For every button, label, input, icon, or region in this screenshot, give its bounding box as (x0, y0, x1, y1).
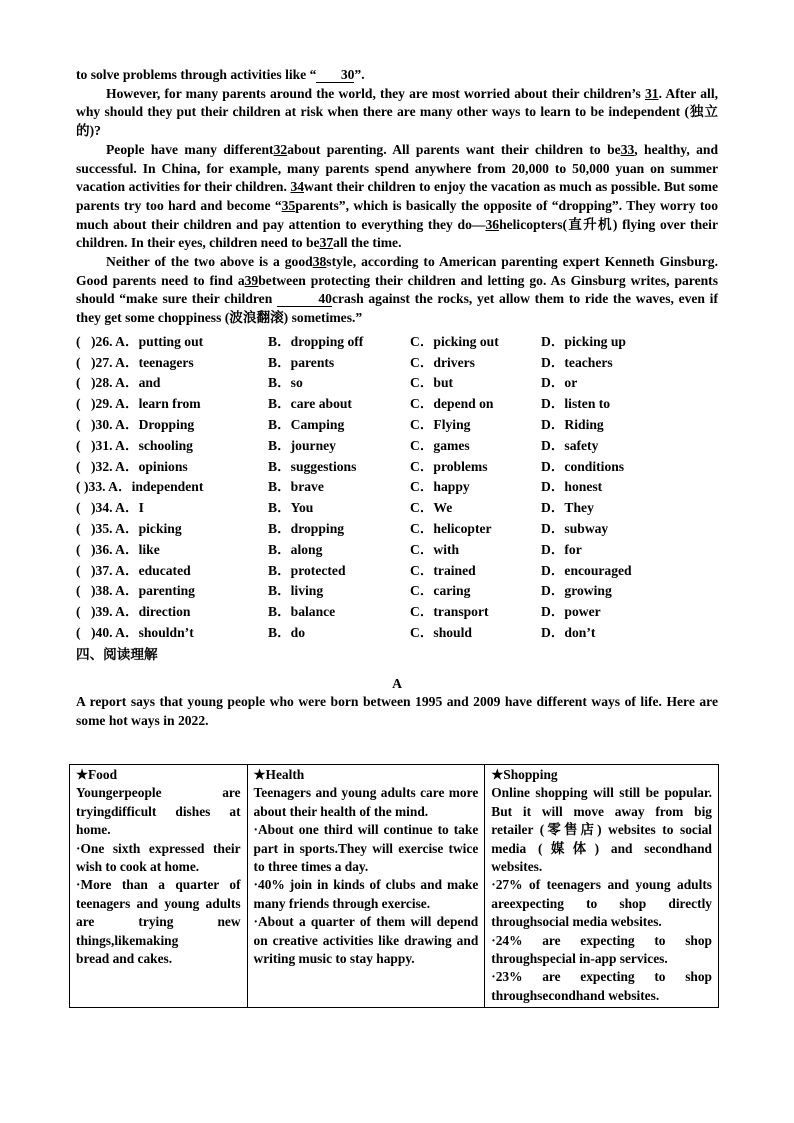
health-lines (254, 784, 479, 968)
health-line: ·About a quarter of them will depend on creative activities like drawing and writing music to stay happy. (253, 914, 479, 967)
option-c: C．We (410, 500, 453, 516)
option-paren: ( (76, 562, 81, 578)
option-b: B．You (268, 500, 314, 516)
option-d: D．for (541, 541, 582, 557)
option-q: )31. A．schooling (91, 437, 193, 453)
option-paren: ( (76, 354, 81, 370)
section-title: 四、阅读理解 (76, 646, 158, 662)
text: crash against the rocks, yet allow them to ride the waves, even if they get some choppiness (波浪翻滚) sometimes.” (76, 291, 718, 326)
text: want their children to enjoy the vacation as much as possible. But some parents try too hard and become “ (76, 179, 719, 213)
option-c: C．helicopter (410, 521, 492, 537)
question-row (76, 519, 718, 540)
option-q: )28. A．and (91, 375, 161, 391)
option-c: C．should (410, 625, 472, 640)
question-row (76, 353, 718, 374)
option-b: B．parents (268, 354, 335, 370)
table-row (70, 765, 719, 1008)
text: Neither of the two above is a good (106, 254, 313, 270)
option-c: C．transport (410, 604, 489, 620)
text: , healthy, and successful. In China, for example, many parents spend anywhere from 20,000 to 50,000 yuan on summer vacation activities for their children. (76, 141, 719, 195)
option-d: D．don’t (541, 625, 596, 640)
option-paren: ( (76, 479, 81, 495)
option-d: D．They (541, 500, 594, 516)
shopping-column (485, 765, 719, 1008)
hot-ways-table (69, 764, 719, 1008)
option-c: C．with (410, 541, 460, 557)
food-column (70, 765, 248, 1008)
text: all the time. (333, 235, 402, 251)
food-line: ·One sixth expressed their wish to cook at home. (76, 840, 241, 875)
question-row (76, 561, 718, 582)
food-header: ★Food (76, 767, 118, 782)
question-row (76, 498, 718, 519)
text: style, according to American parenting expert Kenneth Ginsburg. Good parents need to find a (76, 254, 718, 288)
option-c: C．Flying (410, 417, 471, 433)
option-q: )30. A．Dropping (91, 417, 195, 433)
food-line: Youngerpeople are tryingdifficult dishes at home. (76, 785, 241, 838)
option-q: )38. A．parenting (91, 583, 195, 599)
option-paren: ( (76, 396, 81, 412)
food-lines (76, 784, 241, 968)
option-d: D．teachers (541, 354, 613, 370)
option-b: B．balance (268, 604, 336, 620)
option-b: B．journey (268, 437, 336, 453)
option-d: D．listen to (541, 396, 611, 412)
option-b: B．brave (268, 479, 324, 495)
option-b: B．dropping (268, 521, 345, 537)
option-b: B．Camping (268, 417, 345, 433)
blank-36: 36 (485, 216, 500, 232)
health-line: ·40% join in kinds of clubs and make many friends through exercise. (253, 877, 479, 911)
option-b: B．protected (268, 562, 346, 578)
health-column (247, 765, 485, 1008)
food-line: bread and cakes. (76, 951, 173, 967)
option-d: D．safety (541, 437, 599, 453)
option-q: )39. A．direction (91, 604, 191, 620)
text: parents”, which is basically the opposite of “dropping”. They worry too much about their children and pay attention to everything they do— (76, 197, 718, 232)
question-row (76, 540, 718, 561)
option-q: )40. A．shouldn’t (91, 625, 194, 640)
option-c: C．but (410, 375, 454, 391)
option-paren: ( (76, 333, 81, 349)
text: ”. (354, 67, 365, 82)
question-row (76, 436, 718, 457)
option-b: B．so (268, 375, 303, 391)
text: between protecting their children and letting go. As Ginsburg writes, parents should “make sure their children (76, 272, 718, 307)
option-c: C．drivers (410, 354, 475, 370)
option-q: )34. A．I (91, 500, 144, 516)
option-q: )36. A．like (91, 541, 160, 557)
question-row (76, 373, 718, 394)
question-row (76, 602, 718, 623)
option-b: B．do (268, 625, 306, 640)
option-b: B．living (268, 583, 324, 599)
option-d: D．growing (541, 583, 612, 599)
option-d: D．encouraged (541, 562, 632, 578)
blank-38: 38 (312, 254, 327, 270)
passage-paragraph-4 (76, 253, 718, 328)
option-q: )37. A．educated (91, 562, 191, 578)
option-d: D．Riding (541, 417, 604, 433)
reading-intro: A report says that young people who were born between 1995 and 2009 have different ways of life. Here are some hot ways in 2022. (76, 693, 718, 728)
question-row (76, 457, 718, 478)
option-q: )33. A．independent (84, 479, 204, 495)
option-b: B．care about (268, 396, 352, 412)
blank-34: 34 (290, 179, 305, 195)
shopping-line: ·23% are expecting to shop throughsecondhand websites. (491, 969, 712, 1003)
option-paren: ( (76, 437, 81, 453)
question-row (76, 394, 718, 415)
option-c: C．trained (410, 562, 476, 578)
text: . After all, why should they put their children at risk when there are many other ways to learn to be independent (独立的)? (76, 85, 718, 139)
food-line: ·More than a quarter of teenagers and young adults are trying new things,likemaking (76, 877, 241, 948)
option-d: D．honest (541, 479, 603, 495)
option-paren: ( (76, 521, 81, 537)
blank-33: 33 (620, 141, 635, 157)
text: about parenting. All parents want their children to be (287, 141, 621, 157)
question-row (76, 477, 718, 498)
option-q: )29. A．learn from (91, 396, 201, 412)
question-row (76, 332, 718, 353)
blank-31: 31 (645, 85, 659, 101)
option-c: C．depend on (410, 396, 494, 412)
blank-35: 35 (281, 197, 296, 213)
option-b: B．dropping off (268, 333, 364, 349)
shopping-header: ★Shopping (491, 767, 558, 782)
option-c: C．caring (410, 583, 471, 599)
blank-40: 40 (277, 291, 332, 307)
text: However, for many parents around the world, they are most worried about their children’s (106, 85, 645, 101)
text: to solve problems through activities like “ (76, 67, 317, 82)
worksheet-page (76, 66, 718, 730)
option-paren: ( (76, 375, 81, 391)
option-paren: ( (76, 583, 81, 599)
shopping-line: Online shopping will still be popular. But it will move away from big retailer (零售店) websites to social media (媒体) and secondhand websites. (491, 785, 712, 875)
option-q: )35. A．picking (91, 521, 182, 537)
text: helicopters(直升机) flying over their children. In their eyes, children need to be (76, 216, 718, 251)
question-row (76, 623, 718, 644)
option-paren: ( (76, 541, 81, 557)
option-paren: ( (76, 604, 81, 620)
health-line: ·About one third will continue to take part in sports.They will exercise twice to three times a day. (253, 822, 479, 875)
blank-39: 39 (244, 272, 259, 288)
option-q: )26. A．putting out (91, 333, 204, 349)
passage-paragraph-1 (76, 66, 718, 85)
question-row (76, 415, 718, 436)
option-d: D．picking up (541, 333, 626, 349)
passage-paragraph-2 (76, 85, 718, 141)
option-paren: ( (76, 417, 81, 433)
option-d: D．or (541, 375, 578, 391)
question-row (76, 581, 718, 602)
option-b: B．along (268, 541, 323, 557)
shopping-lines (491, 784, 712, 1005)
option-paren: ( (76, 500, 81, 516)
blank-37: 37 (319, 235, 334, 251)
option-c: C．happy (410, 479, 470, 495)
option-c: C．problems (410, 458, 488, 474)
option-d: D．power (541, 604, 601, 620)
option-c: C．games (410, 437, 470, 453)
blank-30: 30 (316, 67, 354, 83)
option-d: D．subway (541, 521, 609, 537)
option-b: B．suggestions (268, 458, 357, 474)
health-line: Teenagers and young adults care more about their health of the mind. (253, 785, 479, 819)
option-q: )32. A．opinions (91, 458, 188, 474)
reading-label: A (392, 675, 402, 691)
text: People have many different (106, 141, 274, 157)
passage-paragraph-3 (76, 141, 718, 253)
blank-32: 32 (273, 141, 288, 157)
shopping-line: ·24% are expecting to shop throughspecial in-app services. (491, 932, 712, 967)
question-options-list (76, 332, 718, 644)
health-header: ★Health (253, 767, 305, 782)
option-c: C．picking out (410, 333, 499, 349)
option-q: )27. A．teenagers (91, 354, 194, 370)
option-paren: ( (76, 458, 81, 474)
option-paren: ( (76, 625, 81, 640)
option-d: D．conditions (541, 458, 625, 474)
shopping-line: ·27% of teenagers and young adults areexpecting to shop directly throughsocial media websites. (491, 877, 712, 930)
